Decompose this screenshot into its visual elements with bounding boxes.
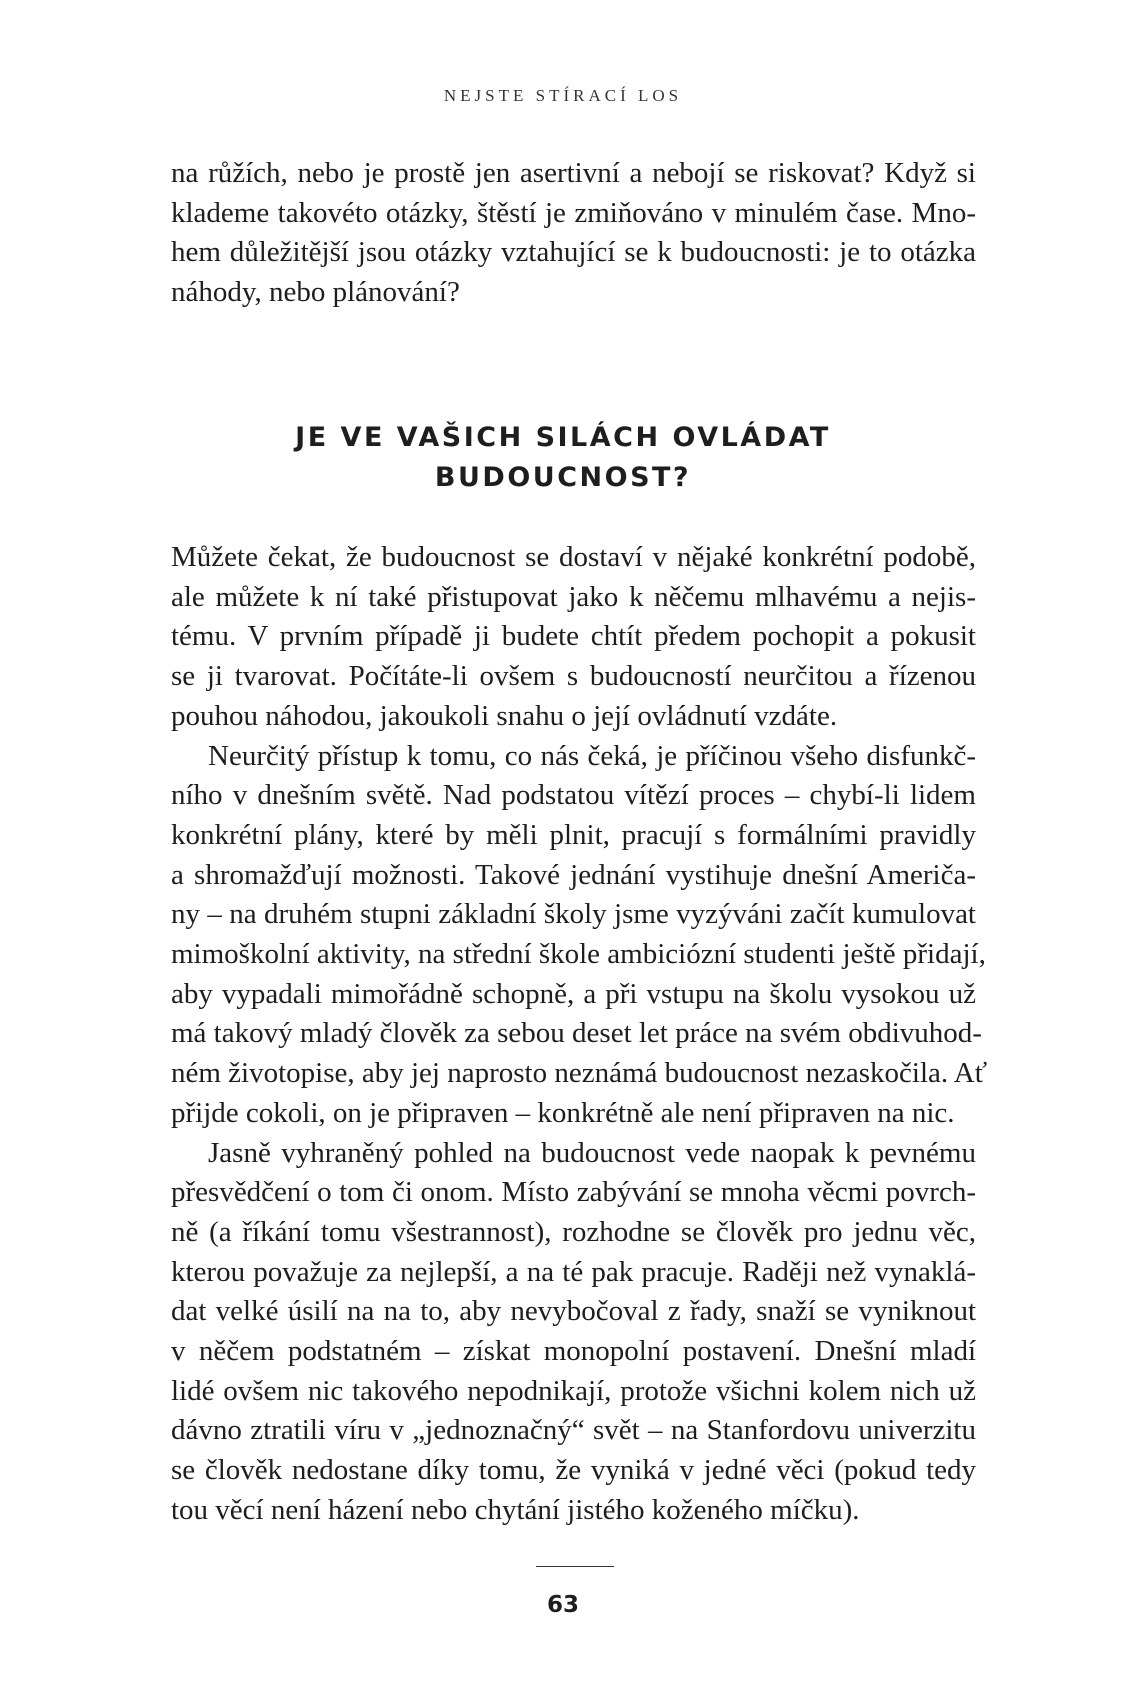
text-line: tou věcí není házení nebo chytání jistého koženého míčku).	[171, 1493, 860, 1526]
section-body	[171, 538, 988, 1531]
text-line: ale můžete k ní také přistupovat jako k něčemu mlhavému a nejis-	[171, 580, 976, 613]
text-line: dávno ztratili víru v „jednoznačný“ svět – na Stanfordovu univerzitu	[171, 1414, 976, 1447]
running-head: NEJSTE STÍRACÍ LOS	[443, 86, 683, 105]
text-line: mimoškolní aktivity, na střední škole ambiciózní studenti ještě přidají,	[171, 938, 986, 971]
text-line: se ji tvarovat. Počítáte-li ovšem s budoucností neurčitou a řízenou	[171, 660, 976, 693]
text-line: pouhou náhodou, jakoukoli snahu o její ovládnutí vzdáte.	[171, 699, 838, 732]
text-line: přesvědčení o tom či onom. Místo zabývání se mnoha věcmi povrch-	[171, 1176, 976, 1209]
text-line: má takový mladý člověk za sebou deset let práce na svém obdivuhod-	[171, 1017, 982, 1050]
text-line: Neurčitý přístup k tomu, co nás čeká, je příčinou všeho disfunkč-	[208, 739, 976, 772]
text-line: na růžích, nebo je prostě jen asertivní a nebojí se riskovat? Když si	[171, 157, 976, 189]
text-line: se člověk nedostane díky tomu, že vyniká v jedné věci (pokud tedy	[171, 1454, 976, 1487]
text-line: klademe takovéto otázky, štěstí je zmiňováno v minulém čase. Mno-	[171, 196, 976, 229]
text-line: dat velké úsilí na na to, aby nevybočoval z řady, snaží se vyniknout	[171, 1295, 976, 1328]
text-line: náhody, nebo plánování?	[171, 276, 460, 309]
text-line: tému. V prvním případě ji budete chtít předem pochopit a pokusit	[171, 620, 976, 653]
text-line: lidé ovšem nic takového nepodnikají, protože všichni kolem nich už	[171, 1374, 976, 1407]
text-line: aby vypadali mimořádně schopně, a při vstupu na školu vysokou už	[171, 977, 976, 1010]
text-line: ního v dnešním světě. Nad podstatou vítězí proces – chybí-li lidem	[171, 779, 976, 812]
text-line: hem důležitější jsou otázky vztahující se k budoucnosti: je to otázka	[171, 236, 976, 269]
text-line: ny – na druhém stupni základní školy jsme vyzýváni začít kumulovat	[171, 898, 976, 931]
heading-line: JE VE VAŠICH SILÁCH OVLÁDAT	[295, 422, 831, 453]
text-line: přijde cokoli, on je připraven – konkrétně ale není připraven na nic.	[171, 1096, 955, 1129]
text-line: konkrétní plány, které by měli plnit, pracují s formálními pravidly	[171, 818, 976, 851]
intro-paragraph	[171, 154, 976, 313]
section-heading	[0, 418, 1126, 498]
page-number: 63	[546, 1592, 579, 1618]
footer-divider	[536, 1566, 614, 1567]
text-line: Jasně vyhraněný pohled na budoucnost vede naopak k pevnému	[208, 1136, 976, 1169]
heading-line: BUDOUCNOST?	[434, 462, 692, 493]
text-line: ném životopise, aby jej naprosto neznámá budoucnost nezaskočila. Ať	[171, 1057, 988, 1090]
text-line: ně (a říkání tomu všestrannost), rozhodne se člověk pro jednu věc,	[171, 1215, 976, 1248]
text-line: kterou považuje za nejlepší, a na té pak pracuje. Raději než vynaklá-	[171, 1255, 976, 1288]
text-line: v něčem podstatném – získat monopolní postavení. Dnešní mladí	[171, 1335, 976, 1368]
text-line: Můžete čekat, že budoucnost se dostaví v nějaké konkrétní podobě,	[171, 541, 976, 573]
text-line: a shromažďují možnosti. Takové jednání vystihuje dnešní Američa-	[171, 858, 976, 891]
